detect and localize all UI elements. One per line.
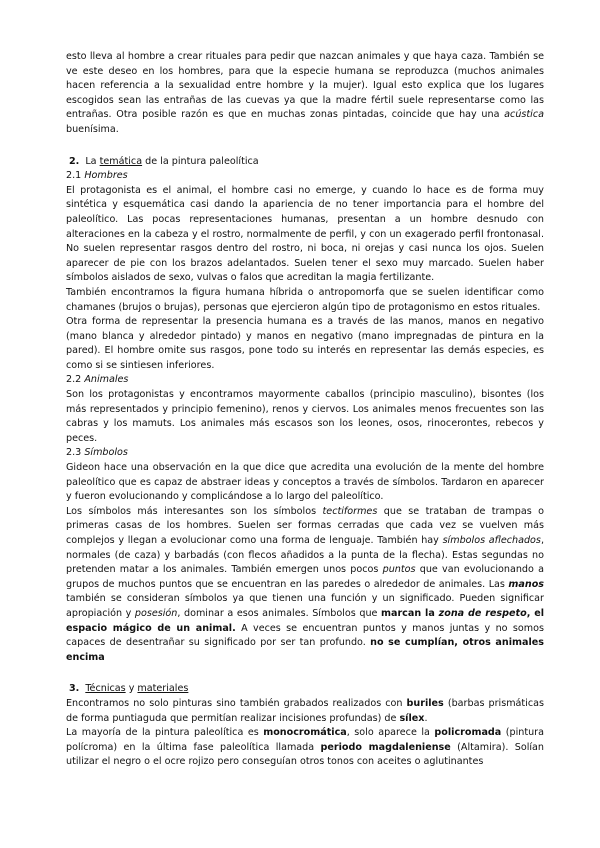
subheading-animales: 2.2 Animales	[66, 374, 129, 386]
paragraph-hombres-1: El protagonista es el animal, el hombre casi no emerge, y cuando lo hace es de forma muy sintética y esquemática casi dando la apariencia de no tener importancia para el hombre del paleolítico. Las pocas representaciones humanas, presentan a un hombre desnudo con alteraciones en la cabeza y el rostro, normalmente de perfil, y con un exagerado perfil frontonasal. No suelen representar rasgos dentro del rostro, ni boca, ni orejas y casi nunca los ojos. Suelen aparecer de pie con los brazos adelantados. Suelen tener el sexo muy marcado. Suelen haber símbolos aislados de sexo, vulvas o falos que acreditan la magia fertilizante.	[66, 184, 544, 284]
section-2-heading: 2. La temática de la pintura paleolítica	[66, 155, 544, 170]
intro-paragraph: esto lleva al hombre a crear rituales para pedir que nazcan animales y que haya caza. También se ve este deseo en los hombres, para que la especie humana se reproduzca (muchos animales hacen referencia a la sexualidad entre hombre y la mujer). Igual esto explica que los lugares escogidos sean las entrañas de las cuevas ya que la madre fértil suele representarse como las entrañas. Otra posible razón es que en muchas zonas pintadas, coincide que hay una acústica buenísima.	[66, 51, 544, 135]
paragraph-simbolos-1: Gideon hace una observación en la que dice que acredita una evolución de la mente del hombre paleolítico que es capaz de abstraer ideas y conceptos a través de símbolos. Tardaron en aparecer y fueron evolucionando y complicándose a lo largo del paleolítico.	[66, 462, 544, 503]
paragraph-hombres-2: También encontramos la figura humana híbrida o antropomorfa que se suelen identificar como chamanes (brujos o brujas), personas que ejercieron algún tipo de protagonismo en estos rituales.	[66, 286, 544, 313]
document-page	[66, 50, 544, 770]
paragraph-tecnicas-2: La mayoría de la pintura paleolítica es monocromática, solo aparece la policromada (pintura polícroma) en la última fase paleolítica llamada periodo magdaleniense (Altamira). Solían utilizar el negro o el ocre rojizo pero conseguían otros tonos con aceites o aglutinantes	[66, 727, 545, 768]
subheading-hombres: 2.1 Hombres	[66, 170, 128, 182]
paragraph-hombres-3: Otra forma de representar la presencia humana es a través de las manos, manos en negativo (mano blanca y alrededor pintado) y manos en negativo (mano impregnadas de pintura en la pared). El hombre omite sus rasgos, pone todo su interés en representar las demás especies, es como si se sintiesen inferiores.	[66, 316, 544, 371]
materiales-link[interactable]: materiales	[137, 683, 189, 695]
paragraph-simbolos-2: Los símbolos más interesantes son los símbolos tectiformes que se trataban de trampas o primeras casas de los hombres. Suelen ser formas cerradas que cada vez se vuelven más complejos y llegan a evolucionar como una forma de lenguaje. También hay símbolos aflechados, normales (de caza) y barbadás (con flecos añadidos a la punta de la flecha). Estas segundas no pretenden matar a los animales. También emergen unos pocos puntos que van evolucionando a grupos de muchos puntos que se encuentran en las paredes o alrededor de animales. Las manos también se consideran símbolos ya que tienen una función y un significado. Pueden significar apropiación y posesión, dominar a esos animales. Símbolos que marcan la zona de respeto, el espacio mágico de un animal. A veces se encuentran puntos y manos juntas y no somos capaces de desentrañar su significado por ser tan profundo. no se cumplían, otros animales encima	[66, 505, 545, 663]
paragraph-animales: Son los protagonistas y encontramos mayormente caballos (principio masculino), bisontes (los más representados y principio femenino), renos y ciervos. Los animales menos frecuentes son las cabras y los mamuts. Los animales más escasos son los leones, osos, rinocerontes, rebecos y peces.	[66, 389, 544, 444]
emphasis-acustica: acústica	[504, 109, 544, 121]
tecnicas-link[interactable]: Técnicas	[85, 683, 126, 695]
section-number: 2.	[69, 155, 80, 167]
subheading-simbolos: 2.3 Símbolos	[66, 447, 128, 459]
section-number: 3.	[69, 683, 80, 695]
tematica-link[interactable]: temática	[99, 155, 143, 167]
section-3-heading: 3. Técnicas y materiales	[66, 682, 544, 697]
paragraph-tecnicas-1: Encontramos no solo pinturas sino también grabados realizados con buriles (barbas prismáticas de forma puntiaguda que permitían realizar incisiones profundas) de sílex.	[66, 697, 544, 724]
